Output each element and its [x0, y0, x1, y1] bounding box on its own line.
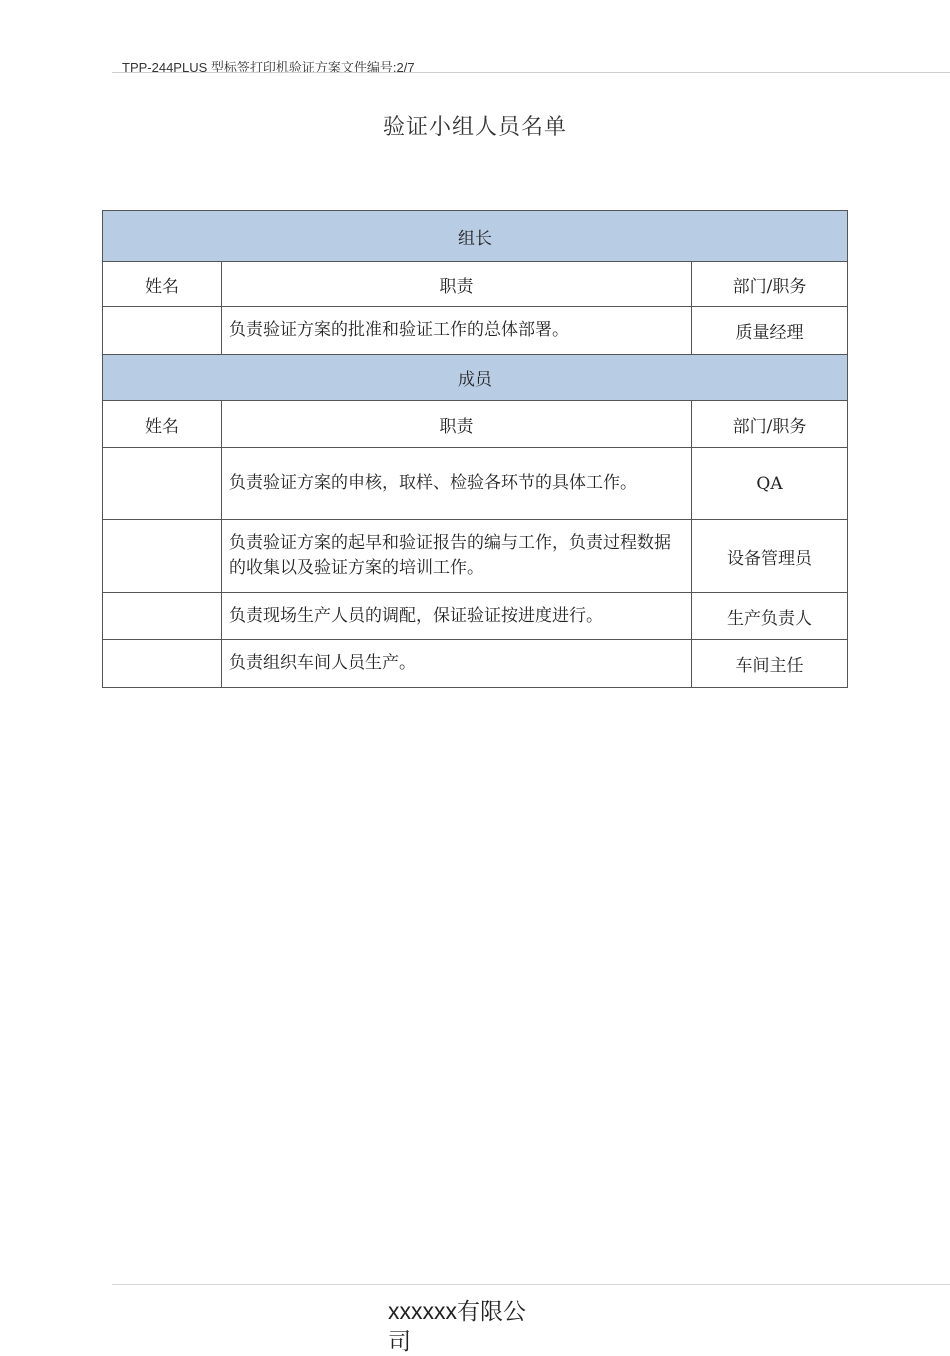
- member-section-row: [103, 355, 848, 401]
- dept-cell: 设备管理员: [692, 520, 848, 593]
- duty-cell: 负责验证方案的起早和验证报告的编与工作，负责过程数据的收集以及验证方案的培训工作。: [222, 520, 692, 593]
- header-divider: [112, 72, 950, 73]
- leader-section-label: 组长: [103, 211, 848, 262]
- dept-cell: QA: [692, 448, 848, 520]
- dept-cell: 生产负责人: [692, 593, 848, 640]
- column-header-duty: 职责: [222, 262, 692, 307]
- name-cell: [103, 520, 222, 593]
- name-cell: [103, 307, 222, 355]
- footer-divider: [112, 1284, 950, 1285]
- document-header: TPP-244PLUS 型标签打印机验证方案文件编号:2/7: [122, 60, 415, 75]
- duty-cell: 负责现场生产人员的调配，保证验证按进度进行。: [222, 593, 692, 640]
- table-row: [103, 640, 848, 688]
- leader-header-row: [103, 262, 848, 307]
- table-row: [103, 520, 848, 593]
- member-header-row: [103, 401, 848, 448]
- page-title: 验证小组人员名单: [382, 115, 567, 140]
- duty-cell: 负责验证方案的申核，取样、检验各环节的具体工作。: [222, 448, 692, 520]
- duty-cell: 负责验证方案的批准和验证工作的总体部署。: [222, 307, 692, 355]
- column-header-name: 姓名: [103, 401, 222, 448]
- team-roster-table: [102, 210, 848, 688]
- name-cell: [103, 448, 222, 520]
- member-section-label: 成员: [103, 355, 848, 401]
- table-row: [103, 307, 848, 355]
- dept-cell: 质量经理: [692, 307, 848, 355]
- column-header-duty: 职责: [222, 401, 692, 448]
- column-header-dept: 部门/职务: [692, 401, 848, 448]
- table-row: [103, 593, 848, 640]
- leader-section-row: [103, 211, 848, 262]
- table-row: [103, 448, 848, 520]
- column-header-dept: 部门/职务: [692, 262, 848, 307]
- duty-cell: 负责组织车间人员生产。: [222, 640, 692, 688]
- dept-cell: 车间主任: [692, 640, 848, 688]
- name-cell: [103, 593, 222, 640]
- company-name: xxxxxx有限公司: [388, 1298, 526, 1354]
- column-header-name: 姓名: [103, 262, 222, 307]
- name-cell: [103, 640, 222, 688]
